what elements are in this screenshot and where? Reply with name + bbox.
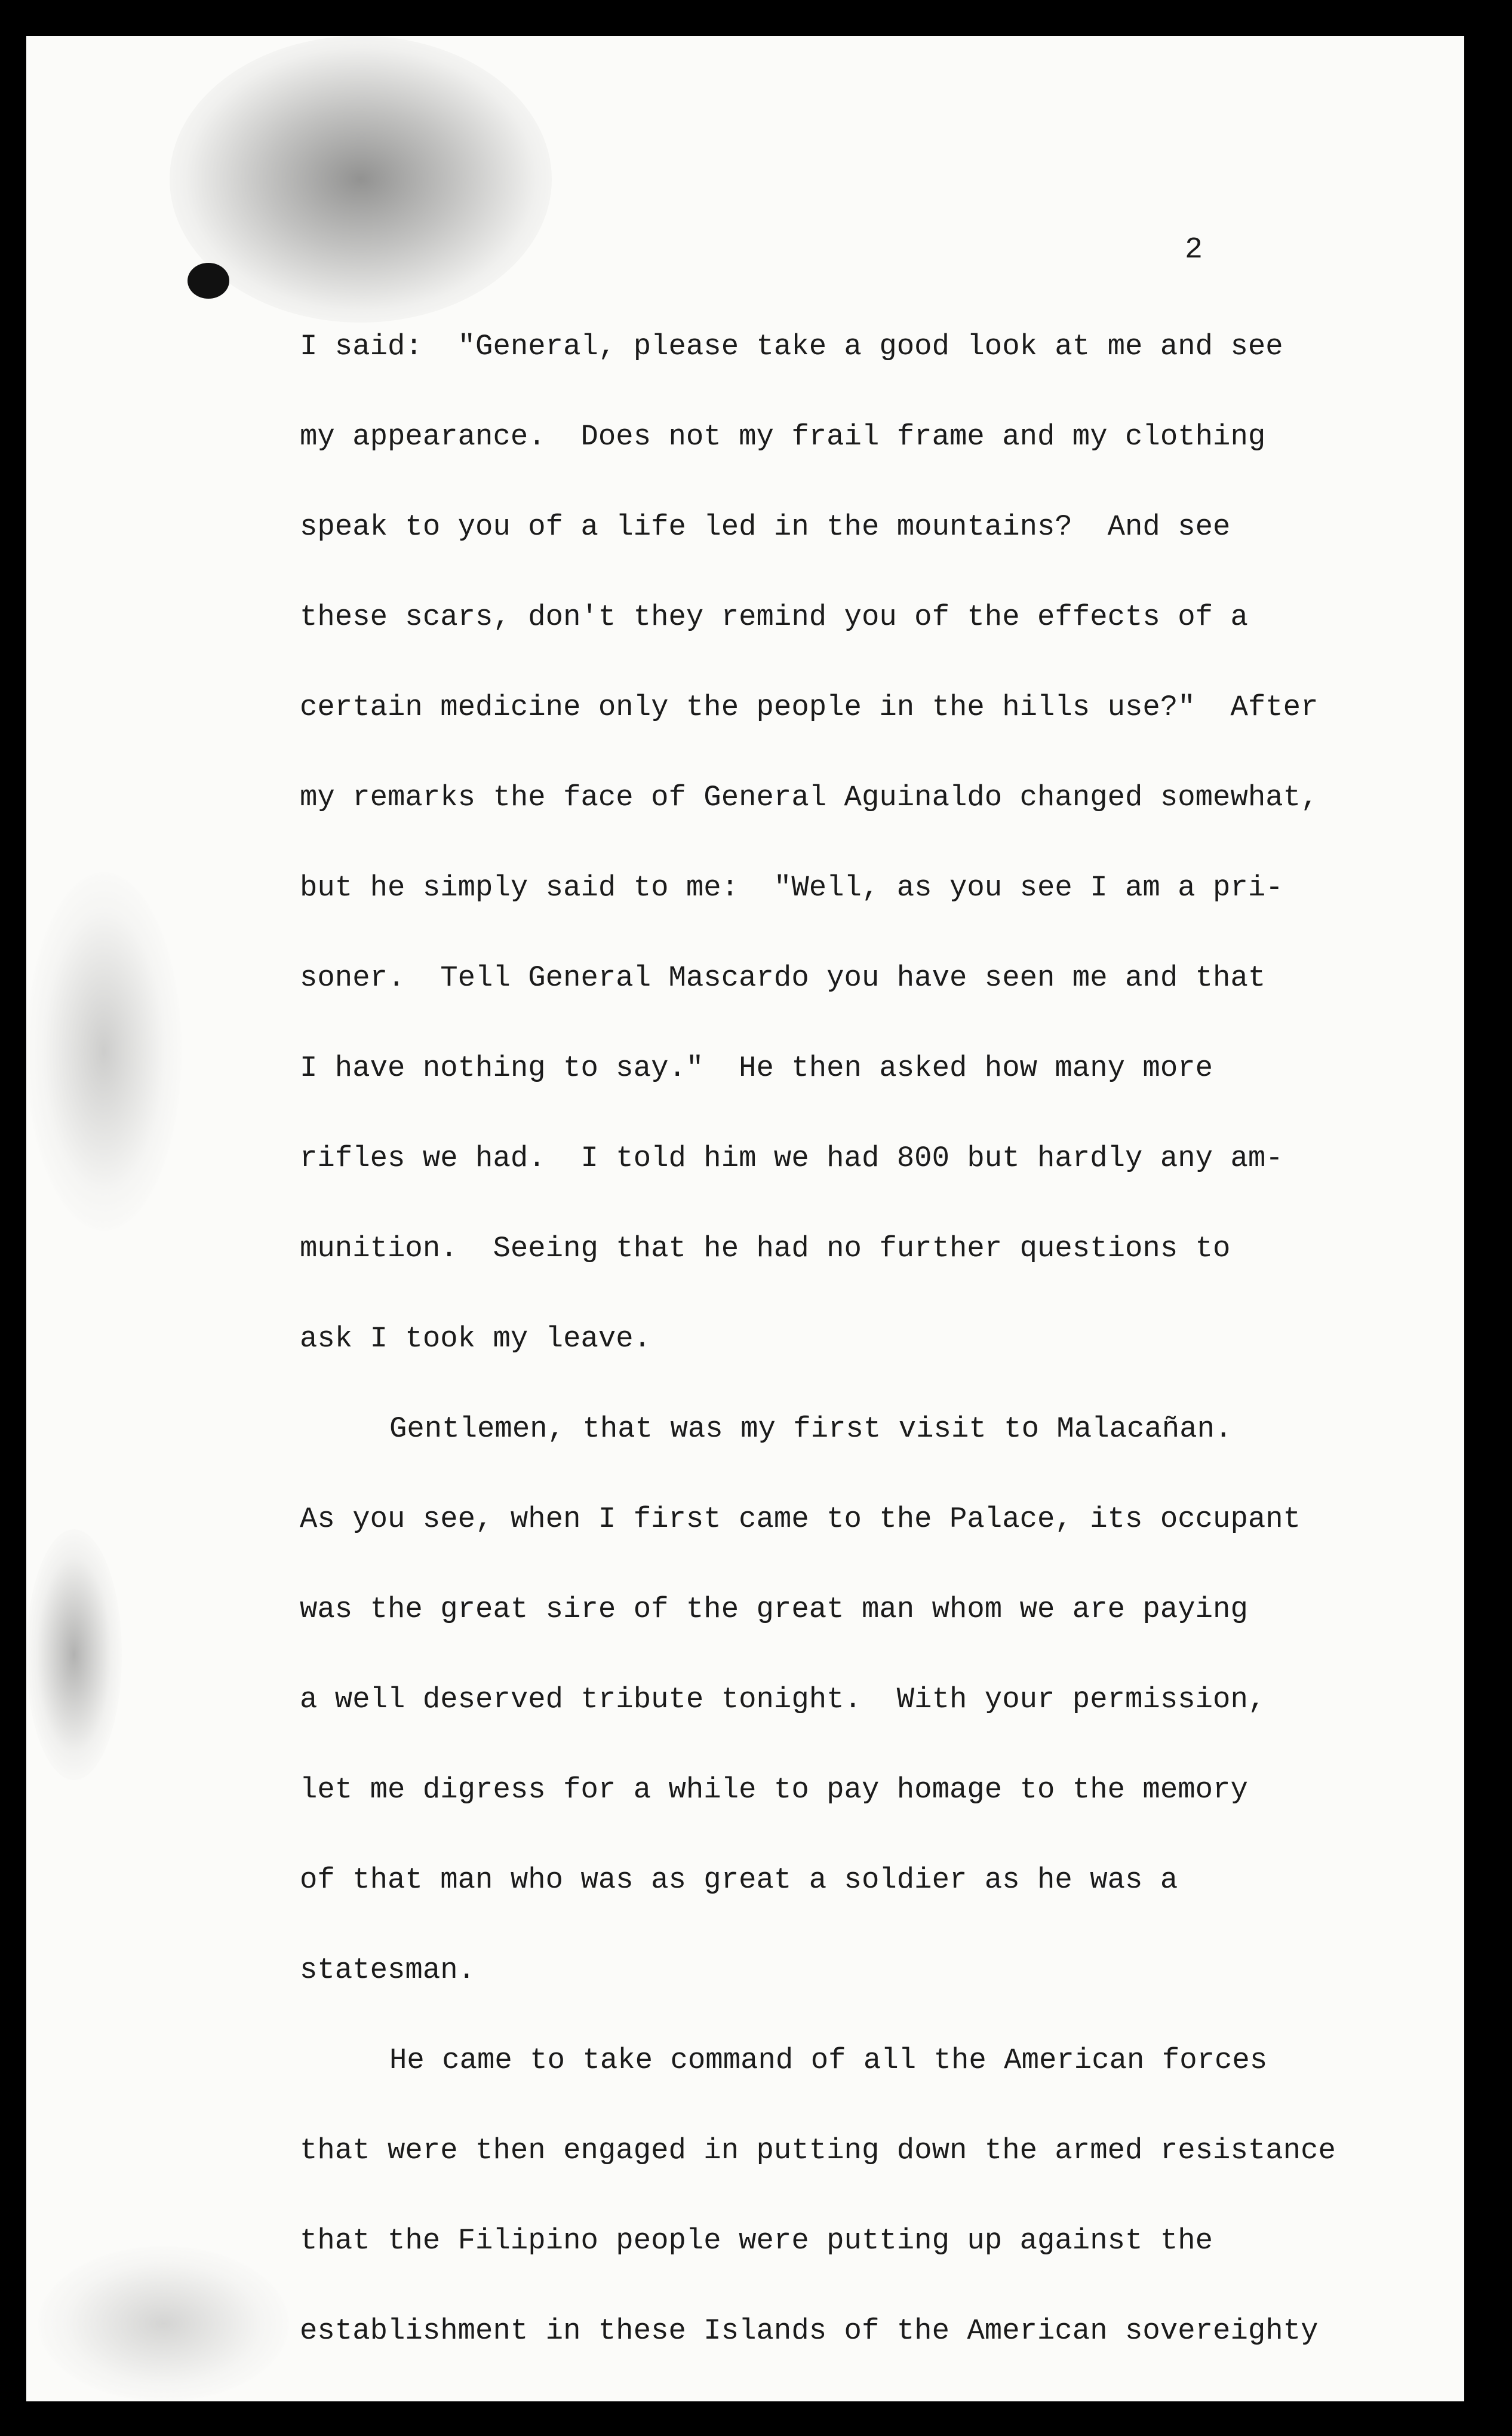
text-line: As you see, when I first came to the Palace, its occupant xyxy=(300,1502,1301,1536)
text-line: a well deserved tribute tonight. With your permission, xyxy=(300,1683,1266,1716)
text-line: that the Filipino people were putting up against the xyxy=(300,2224,1213,2257)
text-line: speak to you of a life led in the mountains? And see xyxy=(300,510,1231,544)
text-line: Gentlemen, that was my first visit to Malacañan. xyxy=(389,1412,1233,1446)
text-line: establishment in these Islands of the American sovereighty xyxy=(300,2314,1319,2348)
text-line: I have nothing to say." He then asked how many more xyxy=(300,1051,1213,1085)
text-line: but he simply said to me: "Well, as you see I am a pri- xyxy=(300,871,1283,904)
smudge xyxy=(38,2246,289,2401)
text-line: of that man who was as great a soldier as he was a xyxy=(300,1863,1178,1897)
text-line: He came to take command of all the American forces xyxy=(389,2044,1268,2077)
text-line: soner. Tell General Mascardo you have seen me and that xyxy=(300,961,1266,995)
document-page xyxy=(26,36,1464,2401)
text-line: rifles we had. I told him we had 800 but hardly any am- xyxy=(300,1142,1283,1175)
text-line: munition. Seeing that he had no further questions to xyxy=(300,1232,1231,1265)
text-line: my remarks the face of General Aguinaldo changed somewhat, xyxy=(300,781,1319,814)
page-number: 2 xyxy=(1185,233,1203,267)
smudge xyxy=(26,872,182,1231)
text-line: my appearance. Does not my frail frame and my clothing xyxy=(300,420,1266,453)
text-line: ask I took my leave. xyxy=(300,1322,651,1355)
typed-text-body xyxy=(300,317,1410,2391)
ink-spot xyxy=(188,263,229,299)
text-line: certain medicine only the people in the hills use?" After xyxy=(300,691,1319,724)
text-line: these scars, don't they remind you of the effects of a xyxy=(300,600,1248,634)
text-line: that were then engaged in putting down the armed resistance xyxy=(300,2134,1336,2167)
smudge xyxy=(26,1529,122,1780)
text-line: statesman. xyxy=(300,1953,476,1987)
text-line: I said: "General, please take a good look at me and see xyxy=(300,330,1283,363)
text-line: was the great sire of the great man whom we are paying xyxy=(300,1593,1248,1626)
text-line: let me digress for a while to pay homage to the memory xyxy=(300,1773,1248,1806)
